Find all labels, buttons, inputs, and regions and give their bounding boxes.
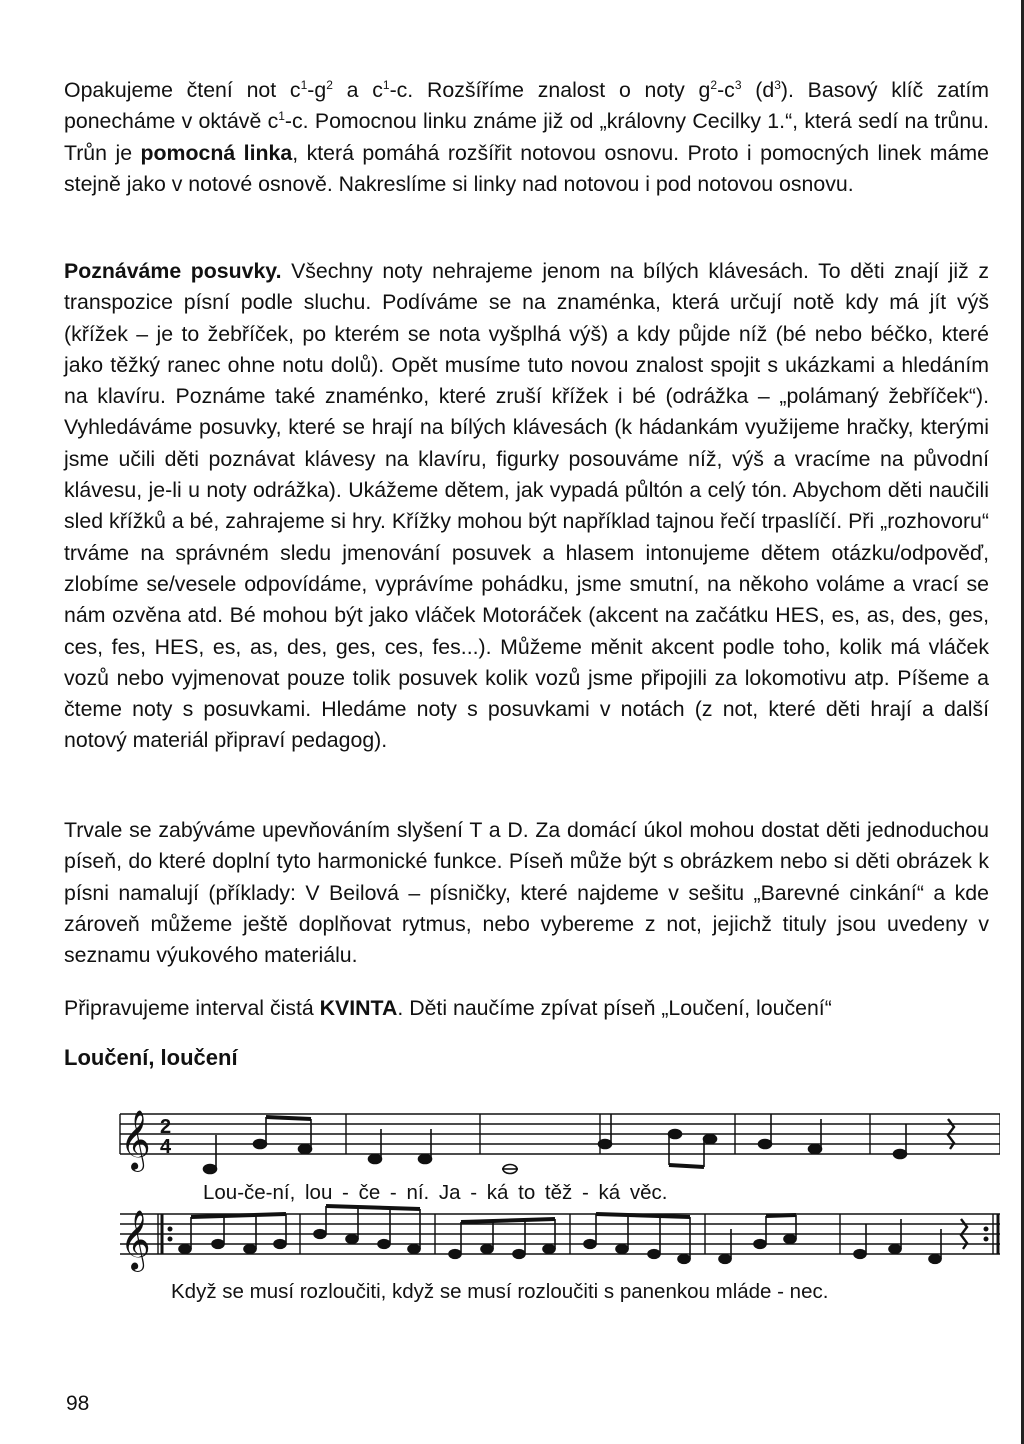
- treble-clef-icon: 𝄞: [120, 1210, 151, 1270]
- time-signature-top: 2: [160, 1116, 172, 1138]
- page-number: 98: [66, 1392, 90, 1415]
- song-title: Loučení, loučení: [64, 1045, 238, 1070]
- paragraph-accidentals: Poznáváme posuvky. Všechny noty nehrajeme jenom na bílých klávesách. To děti znají již z transpozice písní podle sluchu. Podíváme se na znaménka, která určují notě kdy má jít výš (křížek – je to žebříček, po kterém se nota vyšplhá výš) a kdy půjde níž (bé nebo béčko, které jako těžký ranec ohne notu dolů). Opět musíme tuto novou znalost spojit s ukázkami a hledáním na klavíru. Poznáme také znaménko, které zruší křížek i bé (odrážka – „polámaný žebříček“). Vyhledáváme posuvky, které se hrají na bílých klávesách (k hádankám využijeme hračky, kterými jsme učili děti poznávat klávesy na klavíru, figurky posouváme níž, výš a vracíme na původní klávesu, je-li u noty odrážka). Ukážeme dětem, jak vypadá půltón a celý tón. Abychom děti naučili sled křížků a bé, zahrajeme si hry. Křížky mohou být například tajnou řečí trpaslíčí. Při „rozhovoru“ trváme na správném sledu jmenování posuvek a hlasem intonujeme dětem otázku/odpověď, zlobíme se/vesele odpovídáme, vyprávíme pohádku, jsme smutní, na někoho voláme a vrací se nám ozvěna atd. Bé mohou být jako vláček Motoráček (akcent na začátku HES, es, as, des, ges, ces, fes, HES, es, as, des, ges, ces, fes...). Můžeme měnit akcent podle toho, kolik má vláček vozů nebo vyjmenovat pouze tolik posuvek kolik vozů jsme připojili za lokomotivu atp. Píšeme a čteme noty s posuvkami. Hledáme noty s posuvkami v notách (z not, které děti hrají a další notový materiál připraví pedagog).: [64, 259, 989, 753]
- bold-heading-posuvky: Poznáváme posuvky.: [64, 259, 282, 283]
- paragraph-reading-notes: Opakujeme čtení not $c^1-g^2$ a $c^1-c$. Rozšíříme znalost o noty $g^2-c^3$ $(d^3)$. Basový klíč zatím ponecháme v oktávě $c^1-c$. Pomocnou linku známe již od „královny Cecilky 1.“, která sedí na trůnu. Trůn je pomocná linka, která pomáhá rozšířit notovou osnovu. Proto i pomocných linek máme stejně jako v notové osnově. Nakreslíme si linky nad notovou i pod notovou osnovu.: [64, 77, 990, 196]
- treble-clef-icon: 𝄞: [120, 1110, 151, 1170]
- bold-term-pomocna-linka: pomocná linka: [140, 140, 293, 165]
- time-signature-bottom: 4: [160, 1136, 172, 1158]
- paragraph-fifth-interval: Připravujeme interval čistá KVINTA. Děti naučíme zpívat píseň „Loučení, loučení“: [64, 996, 832, 1020]
- paragraph-harmonic-functions: Trvale se zabýváme upevňováním slyšení T a D. Za domácí úkol mohou dostat děti jednoduchou píseň, do které doplní tyto harmonické funkce. Píseň může být s obrázkem nebo si děti obrázek k písni namalují (příklady: V Beilová – písničky, které najdeme v sešitu „Barevné cinkání“ a kde zároveň můžeme ještě doplňovat rytmus, nebo vybereme z not, jejichž tituly jsou uvedeny v seznamu výukového materiálu.: [64, 818, 989, 968]
- staff-line-1: [120, 1114, 1000, 1154]
- bold-term-kvinta: KVINTA: [319, 996, 398, 1020]
- song-lyrics-line-2: Když se musí rozloučiti, když se musí rozloučiti s panenkou mláde - nec.: [171, 1280, 829, 1303]
- song-lyrics-line-1: Lou-če-ní, lou - če - ní. Ja - ká to těž - ká věc.: [203, 1181, 668, 1204]
